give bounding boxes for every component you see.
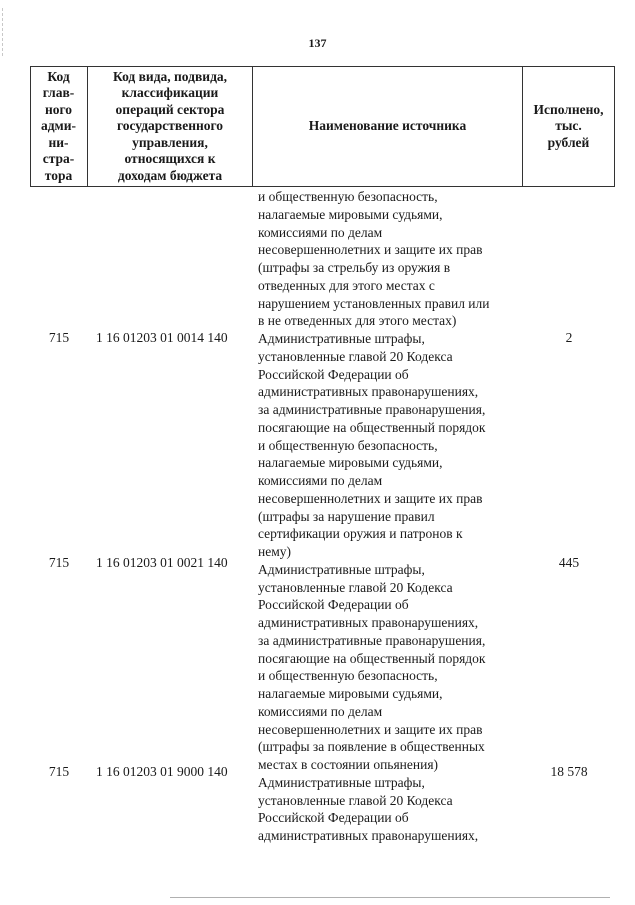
header-code-line: относящихся к (124, 151, 216, 167)
description-line: налагаемые мировыми судьями, (258, 206, 443, 222)
description-line: местах в состоянии опьянения) (258, 757, 439, 772)
description-line: налагаемые мировыми судьями, (258, 455, 443, 471)
header-executed (523, 66, 615, 187)
header-admin-line: Код (47, 68, 70, 84)
row-admin-code: 715 (48, 555, 70, 570)
description-line: установленные главой 20 Кодекса (258, 348, 453, 364)
header-executed-line: рублей (547, 134, 590, 150)
description-line: Административные штрафы, (258, 774, 425, 790)
row-classification-code: 1 16 01203 01 9000 140 (96, 764, 228, 779)
row-classification-code: 1 16 01203 01 0021 140 (96, 555, 228, 570)
header-code-line: управления, (132, 134, 208, 150)
description-line: Российской Федерации об (258, 810, 409, 826)
description-line: административных правонарушениях, (258, 828, 479, 843)
description-line: установленные главой 20 Кодекса (258, 579, 453, 595)
description-line: несовершеннолетних и защите их прав (258, 242, 483, 258)
header-code-line: операций сектора (115, 101, 225, 117)
header-code-line: Код вида, подвида, (112, 68, 228, 84)
description-line: нему) (258, 544, 292, 559)
description-line: за административные правонарушения, (258, 402, 486, 417)
description-line: посягающие на общественный порядок (258, 419, 486, 435)
header-admin-line: адми- (40, 118, 77, 134)
header-admin-line: стра- (42, 151, 75, 167)
description-line: и общественную безопасность, (258, 668, 438, 684)
header-code-line: государственного (116, 118, 224, 134)
description-line: (штрафы за нарушение правил (258, 508, 435, 524)
row-amount: 2 (565, 330, 573, 345)
row-classification-code: 1 16 01203 01 0014 140 (96, 330, 228, 345)
bottom-rule (170, 897, 610, 898)
description-line: Административные штрафы, (258, 561, 425, 577)
description-line: несовершеннолетних и защите их прав (258, 490, 483, 506)
header-source-name-text: Наименование источника (308, 118, 467, 134)
description-line: несовершеннолетних и защите их прав (258, 721, 483, 737)
description-line: установленные главой 20 Кодекса (258, 792, 453, 808)
header-admin-line: тора (44, 167, 73, 183)
description-line: посягающие на общественный порядок (258, 650, 486, 666)
description-line: нарушением установленных правил или (258, 295, 490, 311)
description-line: (штрафы за стрельбу из оружия в (258, 260, 451, 275)
header-executed-line: тыс. (555, 118, 582, 134)
header-admin-line: ного (44, 101, 73, 117)
description-line: (штрафы за появление в общественных (258, 739, 485, 755)
header-classification-code (88, 66, 253, 187)
header-code-line: классификации (121, 85, 219, 101)
header-admin-line: ни- (48, 134, 69, 150)
description-line: и общественную безопасность, (258, 189, 438, 204)
source-description-column (258, 188, 490, 845)
description-line: Административные штрафы, (258, 331, 425, 346)
row-admin-code: 715 (48, 330, 70, 345)
description-line: отведенных для этого местах с (258, 277, 435, 293)
description-line: Российской Федерации об (258, 366, 409, 382)
description-line: сертификации оружия и патронов к (258, 526, 463, 542)
description-line: и общественную безопасность, (258, 437, 438, 453)
description-line: административных правонарушениях, (258, 615, 479, 630)
description-line: комиссиями по делам (258, 224, 383, 240)
header-admin-line: глав- (42, 85, 75, 101)
row-amount: 445 (558, 555, 580, 570)
row-amount: 18 578 (550, 764, 588, 779)
header-executed-line: Исполнено, (533, 101, 604, 117)
description-line: административных правонарушениях, (258, 384, 479, 400)
description-line: Российской Федерации об (258, 597, 409, 613)
description-line: комиссиями по делам (258, 473, 383, 488)
header-admin-code (30, 66, 88, 187)
description-line: в не отведенных для этого местах) (258, 313, 457, 329)
row-admin-code: 715 (48, 764, 70, 779)
description-line: налагаемые мировыми судьями, (258, 686, 443, 701)
page-number: 137 (308, 36, 327, 50)
header-code-line: доходам бюджета (117, 167, 223, 183)
description-line: комиссиями по делам (258, 703, 383, 719)
header-source-name (253, 66, 523, 187)
description-line: за административные правонарушения, (258, 632, 486, 648)
